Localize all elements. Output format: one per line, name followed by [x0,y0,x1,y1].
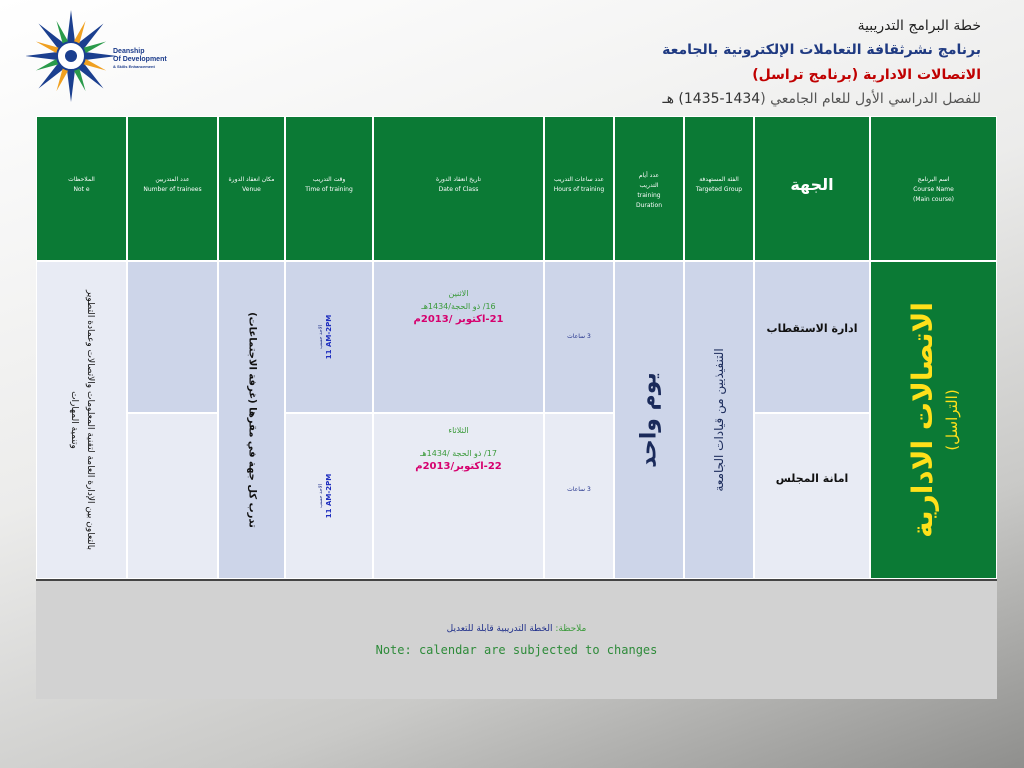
entity-cell-1 [754,261,870,413]
header-duration: عدد أيام التدريب training Duration [614,116,684,261]
footer-english-note: Note: calendar are subjected to changes [375,643,658,657]
hours-text-1: 3 ساعات [567,333,591,340]
header-course-name: اسم البرنامج Course Name (Main course) [870,116,997,261]
time-range-1: 11 AM-2PM [325,314,333,360]
date-cell-1 [373,261,544,413]
deanship-logo [26,4,186,104]
course-subtitle: الاتصالات الادارية (برنامج تراسل) [752,67,981,83]
program-title: برنامج نشرثقافة التعاملات الإلكترونية بالجامعة [662,42,981,58]
trainees-cell-1 [127,261,218,413]
date-hijri-1: 16/ ذو الحجة/1434هـ [421,302,496,311]
sunburst-logo-icon [26,4,116,104]
time-note-2: الاحد حسب [318,484,324,509]
hours-cell-1 [544,261,614,413]
time-range-2: 11 AM-2PM [325,473,333,519]
hours-text-2: 3 ساعات [567,486,591,493]
hours-cell-2 [544,413,614,579]
notes-line-1: بالتعاون بين الإدارة العامة لتقنية المعلومات والاتصالات وعمادة التطوير [84,289,95,551]
header-date: تاريخ انعقاد الدورة Date of Class [373,116,544,261]
time-cell-1 [285,261,373,413]
logo-wordmark: Deanship Of Development & Skills Enhancement [113,48,167,69]
trainees-cell-2 [127,413,218,579]
footer-note-row [36,579,997,699]
course-main-name: الاتصالات الادارية [905,302,939,538]
footer-arabic-note: ملاحظة: الخطة التدريبية قابلة للتعديل [446,624,587,634]
header-time: وقت التدريب Time of training [285,116,373,261]
header-hours: عدد ساعات التدريب Hours of training [544,116,614,261]
semester-line: للفصل الدراسي الأول للعام الجامعي (1434-1435) هـ [662,91,981,107]
header-targeted-group: الفئة المستهدفة Targeted Group [684,116,754,261]
course-name-cell [870,261,997,579]
entity-name-2: امانة المجلس [775,472,849,485]
duration-cell [614,261,684,579]
time-cell-2 [285,413,373,579]
venue-cell [218,261,285,579]
venue-text: تدرب كل جهة في مقرها (غرفة الاجتماعات) [246,312,257,528]
date-greg-2: 22-اكتوبر/2013م [415,461,502,472]
date-greg-1: 21-اكتوبر /2013م [413,314,504,325]
notes-line-2: وتنمية المهارات [68,391,79,449]
target-group-cell [684,261,754,579]
notes-cell [36,261,127,579]
entity-cell-2 [754,413,870,579]
header-trainees: عدد المتدربين Number of trainees [127,116,218,261]
date-cell-2 [373,413,544,579]
entity-name-1: ادارة الاستقطاب [766,322,858,335]
time-note-1: الاحد حسب [318,325,324,350]
duration-text: يوم واحد [636,372,662,468]
header-entity: الجهة [754,116,870,261]
plan-title: خطة البرامج التدريبية [857,18,981,34]
date-day-2: الثلاثاء [448,426,469,435]
training-plan-table [36,116,997,699]
date-day-1: الاثنين [448,289,469,298]
course-sub-name: (التراسل) [942,389,961,451]
date-hijri-2: 17/ ذو الحجة /1434هـ [420,449,497,458]
target-group-text: التنفيذيين من قيادات الجامعة [712,348,726,492]
header-venue: مكان انعقاد الدورة Venue [218,116,285,261]
header-notes: الملاحظات Not e [36,116,127,261]
